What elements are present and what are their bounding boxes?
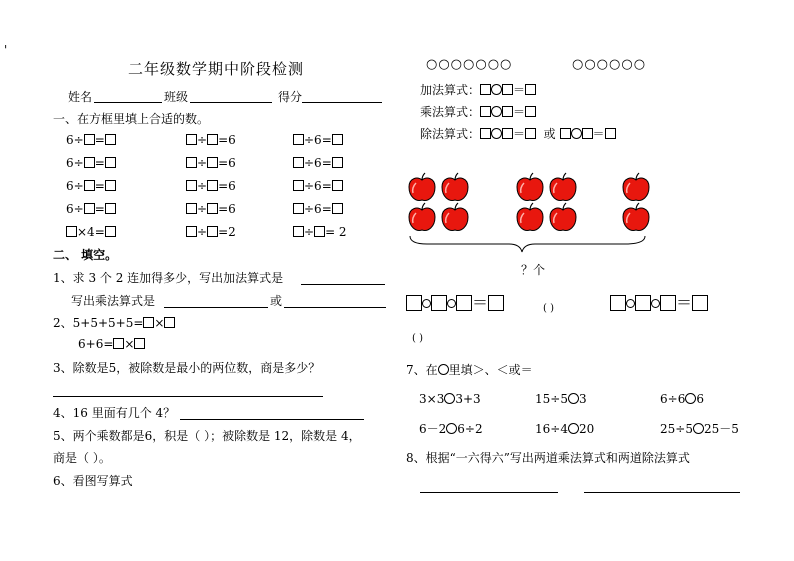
s1-c3-row2: ÷6= xyxy=(293,157,343,169)
answer-box[interactable] xyxy=(480,128,491,139)
operator-circle[interactable] xyxy=(447,299,456,308)
big-expression-2: ＝ xyxy=(610,295,708,311)
q8-text: 8、根据“一六得六”写出两道乘法算式和两道除法算式 xyxy=(406,451,690,465)
answer-box[interactable] xyxy=(105,180,116,191)
s1-c1-row3: 6÷ = xyxy=(66,180,116,192)
answer-box[interactable] xyxy=(332,157,343,168)
page-title: 二年级数学期中阶段检测 xyxy=(128,60,305,78)
answer-box[interactable] xyxy=(105,226,116,237)
q1b-answer-line-1[interactable] xyxy=(164,307,268,308)
section1-heading: 一、在方框里填上合适的数。 xyxy=(53,112,210,126)
q4-text: 4、16 里面有几个 4？ xyxy=(53,406,176,420)
operator-circle[interactable] xyxy=(651,299,660,308)
apple-icon xyxy=(623,203,649,230)
operator-circle xyxy=(438,364,449,375)
answer-box[interactable] xyxy=(488,295,504,311)
apple-icon xyxy=(409,203,435,230)
class-label: 班级 xyxy=(164,90,189,104)
answer-box[interactable] xyxy=(186,226,197,237)
mul-expression: 乘法算式： ＝ xyxy=(420,106,536,118)
compare-4: 6－2 6÷2 xyxy=(419,422,483,436)
compare-6: 25÷5 25－5 xyxy=(660,422,739,436)
s1-c2-row3: ÷ =6 xyxy=(186,180,236,192)
add-expression: 加法算式： ＝ xyxy=(420,84,536,96)
answer-box[interactable] xyxy=(525,128,536,139)
answer-box[interactable] xyxy=(207,226,218,237)
answer-box[interactable] xyxy=(605,128,616,139)
s1-c2-row4: ÷ =6 xyxy=(186,203,236,215)
answer-box[interactable] xyxy=(207,180,218,191)
answer-box[interactable] xyxy=(207,157,218,168)
s1-c2-row5: ÷ =2 xyxy=(186,226,236,238)
operator-circle[interactable] xyxy=(491,84,502,95)
apple-icon xyxy=(442,203,468,230)
answer-box[interactable] xyxy=(332,134,343,145)
q6-text: 6、看图写算式 xyxy=(53,474,133,488)
q8-answer-line-1[interactable] xyxy=(420,492,558,493)
answer-box[interactable] xyxy=(332,203,343,214)
q1-text: 1、求 3 个 2 连加得多少，写出加法算式是 xyxy=(53,271,284,285)
answer-box[interactable] xyxy=(164,317,175,328)
answer-box[interactable] xyxy=(610,295,626,311)
s1-c1-row2: 6÷ = xyxy=(66,157,116,169)
answer-box[interactable] xyxy=(105,157,116,168)
answer-box[interactable] xyxy=(105,134,116,145)
s1-c1-row5: ×4= xyxy=(66,226,116,238)
s1-c1-row4: 6÷ = xyxy=(66,203,116,215)
operator-circle[interactable] xyxy=(491,128,502,139)
name-field[interactable] xyxy=(94,102,162,103)
answer-box[interactable] xyxy=(502,128,513,139)
compare-circle[interactable] xyxy=(685,393,696,404)
answer-box[interactable] xyxy=(113,338,124,349)
answer-box[interactable] xyxy=(84,203,95,214)
big-expression-1: ＝ xyxy=(406,295,504,311)
div-expression: 除法算式： ＝ 或 ＝ xyxy=(420,128,616,140)
answer-box[interactable] xyxy=(525,106,536,117)
answer-box[interactable] xyxy=(143,317,154,328)
answer-box[interactable] xyxy=(84,157,95,168)
s1-c2-row1: ÷ =6 xyxy=(186,134,236,146)
name-label: 姓名 xyxy=(68,90,93,104)
apple-icon xyxy=(517,203,543,230)
q2b: 6+6= × xyxy=(78,338,145,350)
q3-text: 3、除数是5，被除数是最小的两位数，商是多少？ xyxy=(53,361,321,375)
q5b-text: 商是（ ）。 xyxy=(53,451,111,465)
answer-box[interactable] xyxy=(186,157,197,168)
class-field[interactable] xyxy=(190,102,272,103)
answer-box[interactable] xyxy=(293,203,304,214)
compare-circle[interactable] xyxy=(444,393,455,404)
oval-row-left: ○○○○○○○ xyxy=(426,57,513,72)
compare-3: 6÷6 6 xyxy=(660,392,704,406)
answer-box[interactable] xyxy=(406,295,422,311)
answer-box[interactable] xyxy=(502,106,513,117)
apple-icon xyxy=(550,173,576,200)
answer-box[interactable] xyxy=(560,128,571,139)
apple-icon xyxy=(442,173,468,200)
answer-box[interactable] xyxy=(293,226,304,237)
apple-icon xyxy=(550,203,576,230)
s1-c2-row2: ÷ =6 xyxy=(186,157,236,169)
answer-box[interactable] xyxy=(293,157,304,168)
brace xyxy=(410,236,645,252)
answer-box[interactable] xyxy=(84,180,95,191)
answer-box[interactable] xyxy=(635,295,651,311)
paren-2: ( ) xyxy=(412,333,423,344)
q8-answer-line-2[interactable] xyxy=(584,492,740,493)
q2a: 2、5+5+5+5= × xyxy=(53,317,175,329)
answer-box[interactable] xyxy=(660,295,676,311)
answer-box[interactable] xyxy=(84,134,95,145)
q4-answer-line[interactable] xyxy=(180,419,364,420)
score-label: 得分 xyxy=(278,90,303,104)
compare-2: 15÷5 3 xyxy=(535,392,587,406)
score-field[interactable] xyxy=(302,102,382,103)
compare-circle[interactable] xyxy=(568,423,579,434)
s1-c1-row1: 6÷ = xyxy=(66,134,116,146)
q1b-text: 写出乘法算式是 xyxy=(71,294,156,308)
answer-box[interactable] xyxy=(332,180,343,191)
answer-box[interactable] xyxy=(456,295,472,311)
s1-c3-row4: ÷6= xyxy=(293,203,343,215)
answer-box[interactable] xyxy=(480,106,491,117)
apple-icon xyxy=(623,173,649,200)
section2-heading: 二、 填空。 xyxy=(53,248,118,262)
answer-box[interactable] xyxy=(66,226,77,237)
compare-5: 16÷4 20 xyxy=(535,422,595,436)
answer-box[interactable] xyxy=(293,180,304,191)
answer-box[interactable] xyxy=(186,134,197,145)
q1-answer-line[interactable] xyxy=(301,284,385,285)
compare-circle[interactable] xyxy=(446,423,457,434)
oval-row-right: ○○○○○○ xyxy=(572,57,647,72)
paren-1: ( ) xyxy=(543,303,554,314)
answer-box[interactable] xyxy=(207,203,218,214)
apple-icon xyxy=(517,173,543,200)
answer-box[interactable] xyxy=(431,295,447,311)
operator-circle[interactable] xyxy=(571,128,582,139)
stray-mark: ' xyxy=(4,43,8,57)
q5a-text: 5、两个乘数都是6，积是（ ）；被除数是 12，除数是 4， xyxy=(53,429,361,443)
q1b-answer-line-2[interactable] xyxy=(284,307,386,308)
compare-circle[interactable] xyxy=(568,393,579,404)
operator-circle[interactable] xyxy=(491,106,502,117)
apples-caption: ？个 xyxy=(521,263,546,277)
answer-box[interactable] xyxy=(525,84,536,95)
s1-c3-row5: ÷ = 2 xyxy=(293,226,347,238)
answer-box[interactable] xyxy=(314,226,325,237)
answer-box[interactable] xyxy=(186,180,197,191)
answer-box[interactable] xyxy=(582,128,593,139)
q7-text: 7、在 里填＞、＜或＝ xyxy=(406,363,533,377)
answer-box[interactable] xyxy=(293,134,304,145)
answer-box[interactable] xyxy=(105,203,116,214)
answer-box[interactable] xyxy=(186,203,197,214)
apples-picture xyxy=(405,172,655,254)
q3-answer-line[interactable] xyxy=(53,396,323,397)
answer-box[interactable] xyxy=(207,134,218,145)
answer-box[interactable] xyxy=(480,84,491,95)
s1-c3-row1: ÷6= xyxy=(293,134,343,146)
answer-box[interactable] xyxy=(502,84,513,95)
operator-circle[interactable] xyxy=(422,299,431,308)
compare-1: 3×3 3+3 xyxy=(419,392,481,406)
apple-icon xyxy=(409,173,435,200)
compare-circle[interactable] xyxy=(693,423,704,434)
answer-box[interactable] xyxy=(692,295,708,311)
operator-circle[interactable] xyxy=(626,299,635,308)
s1-c3-row3: ÷6= xyxy=(293,180,343,192)
answer-box[interactable] xyxy=(134,338,145,349)
q1b-or: 或 xyxy=(270,294,283,308)
